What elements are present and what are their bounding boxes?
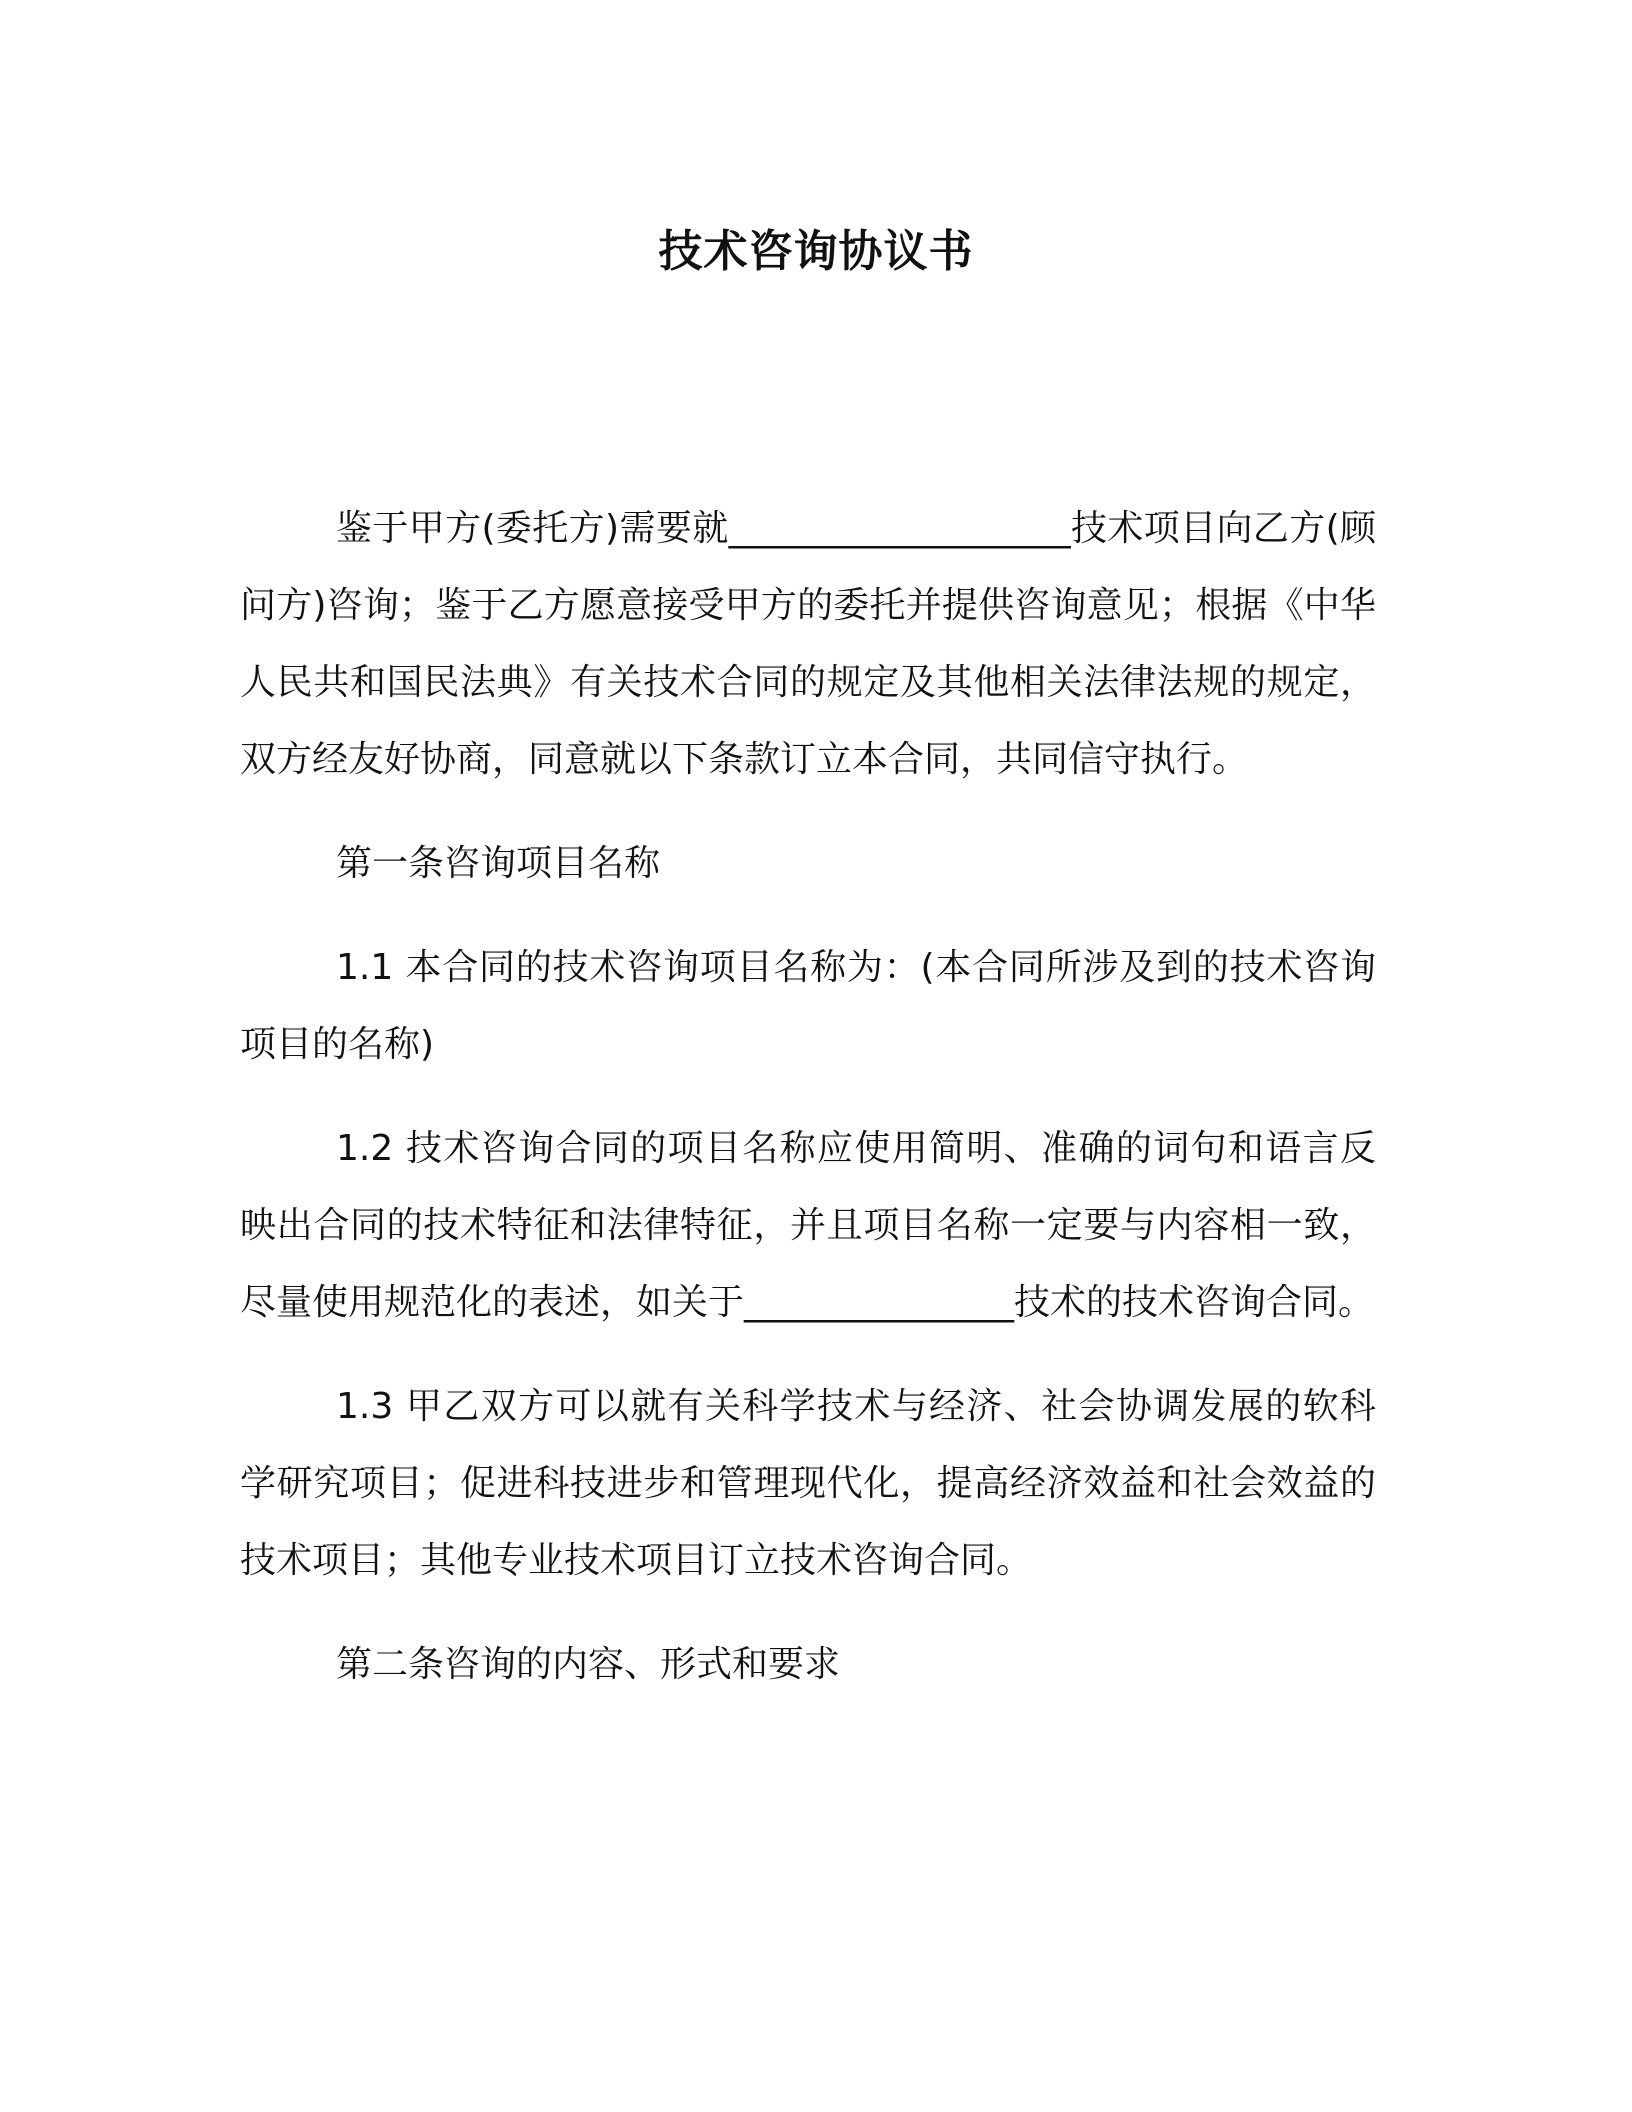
document-title: 技术咨询协议书 — [658, 226, 974, 277]
article-2-heading: 第二条咨询的内容、形式和要求 — [336, 1644, 841, 1685]
paragraph-spacer — [240, 1599, 1376, 1626]
clause-1-3-paragraph: 1.3 甲乙双方可以就有关科学技术与经济、社会协调发展的软科学研究项目；促进科技进步和管理现代化，提高经济效益和社会效益的技术项目；其他专业技术项目订立技术咨询合同。 — [240, 1386, 1376, 1581]
clause-1-2-paragraph: 1.2 技术咨询合同的项目名称应使用简明、准确的词句和语言反映出合同的技术特征和法律特征，并且项目名称一定要与内容相一致，尽量使用规范化的表述，如关于_______________技术的技术咨询合同。 — [240, 1128, 1376, 1323]
paragraph-spacer — [240, 1341, 1376, 1368]
article-1-heading: 第一条咨询项目名称 — [336, 843, 661, 884]
clause-1-1-paragraph: 1.1 本合同的技术咨询项目名称为：(本合同所涉及到的技术咨询项目的名称) — [240, 947, 1376, 1065]
preamble-paragraph: 鉴于甲方(委托方)需要就___________________技术项目向乙方(顾问方)咨询；鉴于乙方愿意接受甲方的委托并提供咨询意见；根据《中华人民共和国民法典》有关技术合同的规定及其他相关法律法规的规定，双方经友好协商，同意就以下条款订立本合同，共同信守执行。 — [240, 508, 1376, 780]
paragraph-spacer — [240, 798, 1376, 825]
paragraph-spacer — [240, 1083, 1376, 1110]
paragraph-spacer — [240, 902, 1376, 929]
document-body — [240, 490, 1376, 1703]
